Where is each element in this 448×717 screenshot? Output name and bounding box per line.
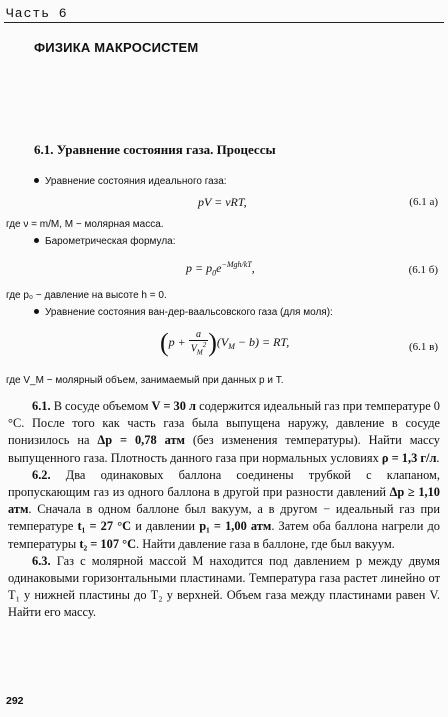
bullet-icon <box>34 238 39 243</box>
problem-text: . Сначала в одном баллоне был вакуум, а в другом − идеальный газ при температуре <box>8 502 440 534</box>
equation-number: (6.1 б) <box>408 264 438 276</box>
problem-value: ρ = 1,3 г/л <box>381 450 437 465</box>
formula-part: (V <box>216 334 229 349</box>
formula-sub: M <box>228 342 235 352</box>
formula-part: − b) = RT, <box>234 334 290 349</box>
problem-value: t₁ = 27 °С <box>77 519 132 534</box>
problem-value: p₁ = 1,00 атм <box>199 519 272 534</box>
problem-text: . Затем оба баллона нагрели до температуры <box>8 519 440 551</box>
formula-part: p = p <box>186 261 213 275</box>
problem-text: В сосуде объемом <box>50 399 152 413</box>
problem-value: Δp ≥ 1,10 атм <box>8 485 441 517</box>
problem-6-2 <box>8 467 440 553</box>
formula-exponent: 2 <box>202 341 207 350</box>
formula-part: , <box>251 261 255 275</box>
problem-text: (без изменения температуры). Найти массу выпущенного газа. Плотность данного газа при нормальных условиях <box>8 433 440 465</box>
problem-number: 6.1. <box>32 399 51 413</box>
problem-value: Δp = 0,78 атм <box>97 433 185 448</box>
problem-text: содержится идеальный газ при температуре 0 °С. После того как часть газа была выпущена наружу, давление в сосуде понизилось на <box>8 399 440 448</box>
formula-6-1a: pV = νRT, <box>198 195 247 209</box>
paren-close: ) <box>208 328 217 357</box>
problem-text: Два одинаковых баллона соединены трубкой с клапаном, пропускающим газ из одного баллона в другой при разности давлений <box>8 467 440 500</box>
note-nu: где ν = m/M, M − молярная масса. <box>6 219 164 230</box>
bullet-ideal-gas <box>34 176 227 187</box>
formula-sub: 0 <box>212 268 217 278</box>
problem-number: 6.3. <box>32 553 51 568</box>
problem-text: и давлении <box>131 519 200 534</box>
note-vm: где V_M − молярный объем, занимаемый при данных p и T. <box>6 375 284 386</box>
page-number: 292 <box>6 695 24 707</box>
section-title: 6.1. Уравнение состояния газа. Процессы <box>34 142 276 157</box>
formula-part: e <box>216 261 222 275</box>
bullet-text: Уравнение состояния идеального газа: <box>45 176 227 187</box>
formula-6-1c <box>160 328 289 358</box>
formula-part: V <box>190 343 197 355</box>
fraction-numerator: a <box>189 329 208 341</box>
problems-block <box>8 398 440 622</box>
problem-6-1 <box>8 398 440 467</box>
bullet-text: Уравнение состояния ван-дер-ваальсовского газа (для моля): <box>45 307 333 318</box>
bullet-icon <box>34 178 39 183</box>
problem-value: V = 30 л <box>151 399 196 413</box>
bullet-icon <box>34 309 39 314</box>
problem-text: . <box>436 450 440 465</box>
running-head: Часть 6 <box>6 6 68 21</box>
problem-6-3 <box>8 553 440 622</box>
fraction-denominator <box>189 341 208 356</box>
formula-6-1b <box>186 260 255 277</box>
problem-text: . Найти давление газа в баллоне, где был вакуум. <box>136 536 395 551</box>
formula-exponent: −Mgh/kT <box>221 260 252 269</box>
paren-open: ( <box>160 328 169 357</box>
equation-number: (6.1 в) <box>408 341 438 353</box>
problem-number: 6.2. <box>32 467 51 482</box>
formula-part: p + <box>168 334 186 349</box>
bullet-barometric <box>34 236 176 247</box>
equation-number: (6.1 а) <box>409 196 438 208</box>
problem-text: Газ с молярной массой M находится под давлением p между двумя одинаковыми горизонтальными пластинами. Температура газа растет линейно от T₁ у нижней пластины до T₂ у верхней. Объем газа между пластинами равен V. Найти его массу. <box>8 553 440 620</box>
part-title: ФИЗИКА МАКРОСИСТЕМ <box>34 40 199 55</box>
problem-value: t₂ = 107 °С <box>79 536 137 551</box>
fraction <box>189 329 208 356</box>
header-rule <box>4 22 444 23</box>
bullet-text: Барометрическая формула: <box>45 236 176 247</box>
note-p0: где p₀ − давление на высоте h = 0. <box>6 290 167 301</box>
bullet-vdw <box>34 307 333 318</box>
formula-sub: M <box>196 348 203 357</box>
